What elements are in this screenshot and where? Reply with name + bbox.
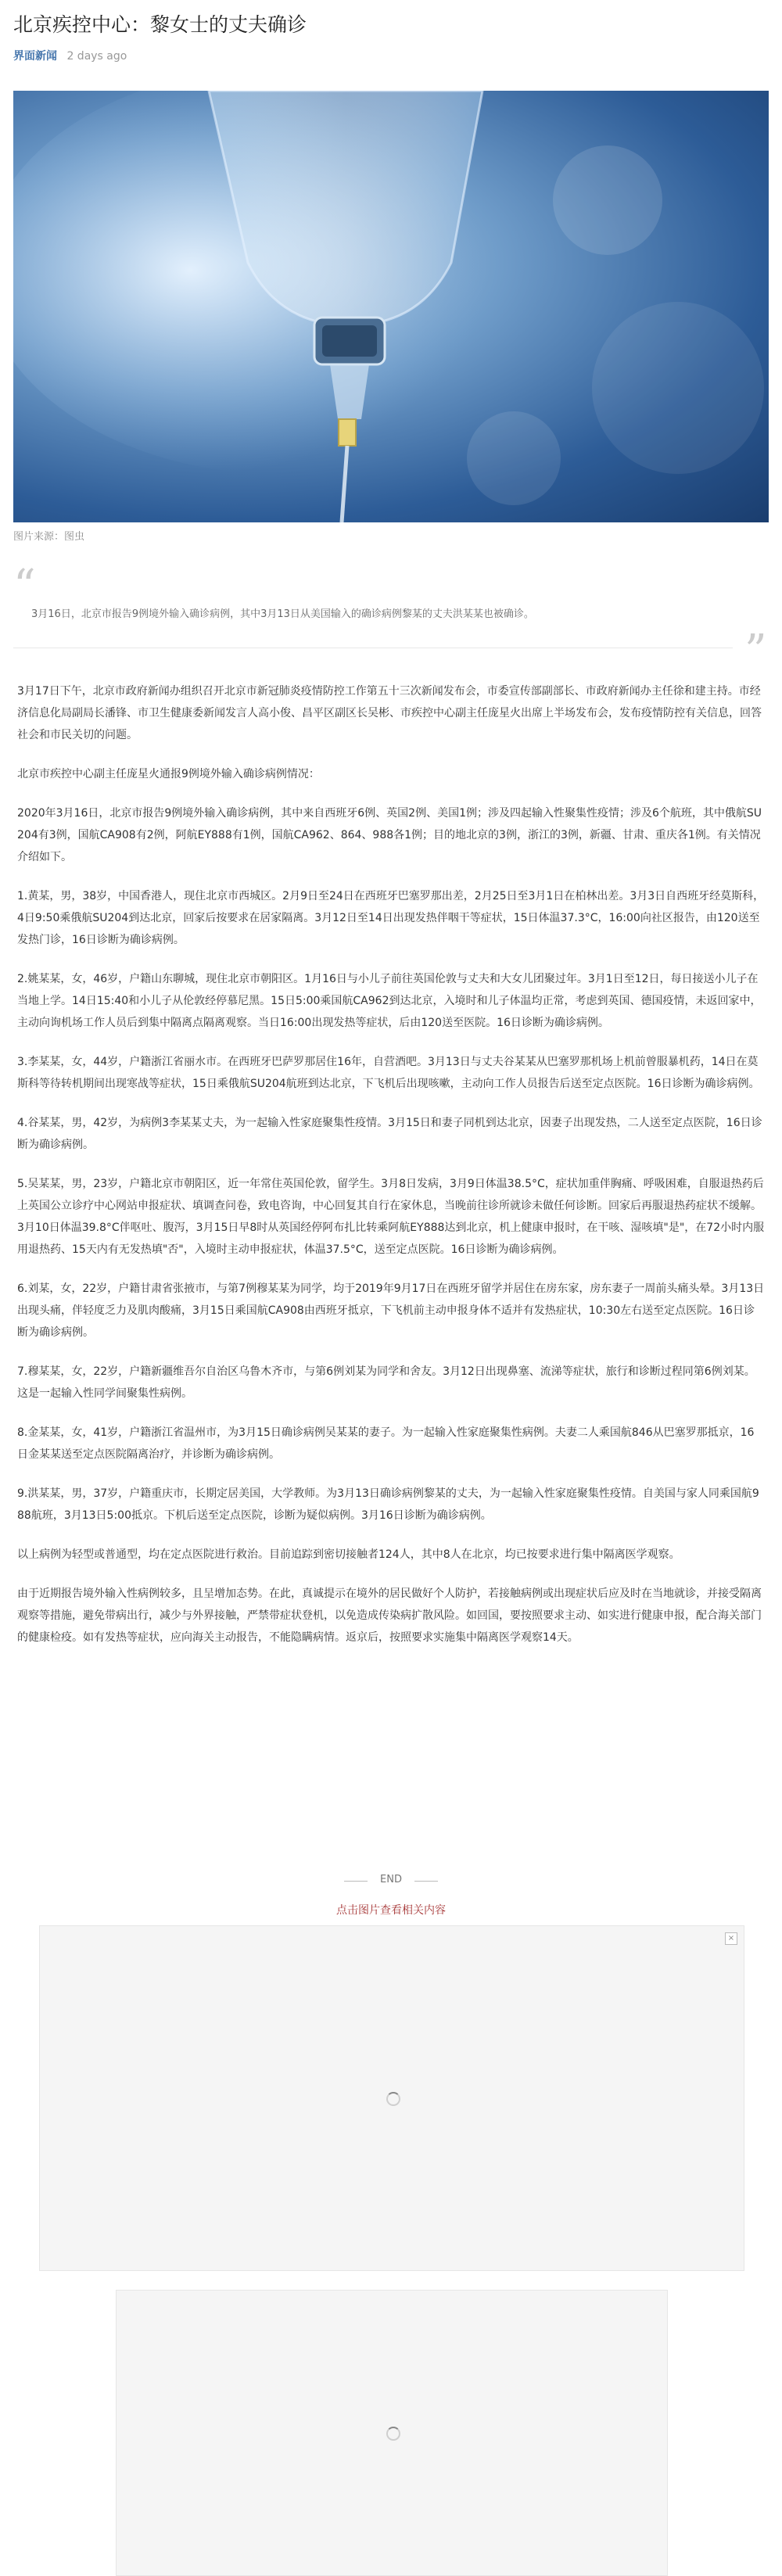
article-body bbox=[17, 680, 765, 1666]
close-icon[interactable]: × bbox=[725, 1932, 737, 1945]
end-marker bbox=[328, 1874, 454, 1885]
article-paragraph: 2.姚某某，女，46岁，户籍山东聊城，现住北京市朝阳区。1月16日与小儿子前往英国伦敦与丈夫和大女儿团聚过年。3月1日至12日，每日接送小儿子在当地上学。14日15:40和小儿子从伦敦经停慕尼黑。15日5:00乘国航CA962到达北京，入境时和儿子体温均正常，考虑到英国、德国疫情，未返回家中，主动向询机场工作人员后到集中隔离点隔离观察。当日16:00出现发热等症状，后由120送至医院。16日诊断为确诊病例。 bbox=[17, 973, 762, 1029]
article-meta bbox=[13, 48, 127, 64]
loading-spinner-icon bbox=[386, 2427, 400, 2441]
article-paragraph: 2020年3月16日，北京市报告9例境外输入确诊病例，其中来自西班牙6例、英国2例、美国1例；涉及四起输入性聚集性疫情；涉及6个航班，其中俄航SU204有3例，国航CA908有2例，阿航EY888有1例，国航CA962、864、988各1例；目的地北京的3例，浙江的3例，新疆、甘肃、重庆各1例。有关情况介绍如下。 bbox=[17, 807, 762, 863]
source-link[interactable]: 界面新闻 bbox=[13, 50, 57, 63]
end-label: END bbox=[380, 1874, 402, 1885]
article-paragraph: 9.洪某某，男，37岁，户籍重庆市，长期定居美国，大学教师。为3月13日确诊病例黎某的丈夫，为一起输入性家庭聚集性疫情。自美国与家人同乘国航988航班，3月13日5:00抵京。下机后送至定点医院，诊断为疑似病例。3月16日诊断为确诊病例。 bbox=[17, 1487, 759, 1522]
article-paragraph: 3月17日下午，北京市政府新闻办组织召开北京市新冠肺炎疫情防控工作第五十三次新闻发布会，市委宣传部副部长、市政府新闻办主任徐和建主持。市经济信息化局副局长潘锋、市卫生健康委新闻发言人高小俊、昌平区副区长吴彬、市疾控中心副主任庞星火出席上半场发布会，发布疫情防控有关信息，回答社会和市民关切的问题。 bbox=[17, 685, 762, 741]
article-paragraph: 4.谷某某，男，42岁，为病例3李某某丈夫，为一起输入性家庭聚集性疫情。3月15日和妻子同机到达北京，因妻子出现发热，二人送至定点医院，16日诊断为确诊病例。 bbox=[17, 1117, 762, 1151]
article-paragraph: 3.李某某，女，44岁，户籍浙江省丽水市。在西班牙巴萨罗那居住16年，自营酒吧。3月13日与丈夫谷某某从巴塞罗那机场上机前曾服暴机药，14日在莫斯科等待转机期间出现寒战等症状，15日乘俄航SU204航班到达北京，下飞机后出现咳嗽，主动向工作人员报告后送至定点医院。16日诊断为确诊病例。 bbox=[17, 1056, 760, 1090]
article-paragraph: 8.金某某，女，41岁，户籍浙江省温州市，为3月15日确诊病例吴某某的妻子。为一起输入性家庭聚集性病例。夫妻二人乘国航846从巴塞罗那抵京，16日金某某送至定点医院隔离治疗，并诊断为确诊病例。 bbox=[17, 1426, 755, 1461]
iv-drip-icon bbox=[13, 91, 769, 522]
article-paragraph: 7.穆某某，女，22岁，户籍新疆维吾尔自治区乌鲁木齐市，与第6例刘某为同学和舍友。3月12日出现鼻塞、流涕等症状，旅行和诊断过程同第6例刘某。这是一起输入性同学间聚集性病例。 bbox=[17, 1365, 755, 1400]
end-line-right bbox=[414, 1881, 438, 1882]
publish-time: 2 days ago bbox=[66, 50, 127, 63]
article-paragraph: 5.吴某某，男，23岁，户籍北京市朝阳区，近一年常住英国伦敦，留学生。3月8日发病，3月9日体温38.5°C，症状加重伴胸痛、呼吸困难，自服退热药后上英国公立诊疗中心网站申报症状、填调查问卷，致电咨询，中心回复其自行在家休息，当晚前往诊所就诊未做任何诊断。回家后再服退热药症状不缓解。3月10日体温39.8°C伴呕吐、腹泻，3月15日早8时从英国经停阿布扎比转乘阿航EY888达到北京，机上健康申报时，在干咳、湿咳填"是"，在72小时内服用退热药、15天内有无发热填"否"，入境时主动申报症状，体温37.5°C，送至定点医院。16日诊断为确诊病例。 bbox=[17, 1178, 765, 1256]
related-content-link[interactable]: 点击图片查看相关内容 bbox=[336, 1904, 446, 1917]
related-card[interactable] bbox=[39, 1925, 744, 2271]
image-caption: 图片来源：图虫 bbox=[13, 531, 85, 543]
related-card[interactable] bbox=[116, 2290, 668, 2576]
article-paragraph: 由于近期报告境外输入性病例较多，且呈增加态势。在此，真诚提示在境外的居民做好个人防护，若接触病例或出现症状后应及时在当地就诊，并接受隔离观察等措施，避免带病出行，减少与外界接触，严禁带症状登机，以免造成传染病扩散风险。如回国，要按照要求主动、如实进行健康申报，配合海关部门的健康检疫。如有发热等症状，应向海关主动报告，不能隐瞒病情。返京后，按照要求实施集中隔离医学观察14天。 bbox=[17, 1588, 762, 1644]
end-line-left bbox=[344, 1881, 368, 1882]
quote-open-icon: “ bbox=[13, 561, 36, 612]
article-title: 北京疾控中心：黎女士的丈夫确诊 bbox=[13, 13, 307, 36]
article-paragraph: 6.刘某，女，22岁，户籍甘肃省张掖市，与第7例穆某某为同学，均于2019年9月17日在西班牙留学并居住在房东家，房东妻子一周前头痛头晕。3月13日出现头痛，伴轻度乏力及肌肉酸痛，3月15日乘国航CA908由西班牙抵京，下飞机前主动申报身体不适并有发热症状，10:30左右送至定点医院。16日诊断为确诊病例。 bbox=[17, 1283, 765, 1339]
hero-image[interactable] bbox=[13, 91, 769, 522]
article-paragraph: 北京市疾控中心副主任庞星火通报9例境外输入确诊病例情况： bbox=[17, 768, 320, 780]
article-paragraph: 以上病例为轻型或普通型，均在定点医院进行救治。目前追踪到密切接触者124人，其中8人在北京，均已按要求进行集中隔离医学观察。 bbox=[17, 1548, 680, 1561]
quote-close-icon: ” bbox=[744, 626, 767, 676]
loading-spinner-icon bbox=[386, 2092, 400, 2106]
lead-quote: 3月16日，北京市报告9例境外输入确诊病例，其中3月13日从美国输入的确诊病例黎某的丈夫洪某某也被确诊。 bbox=[31, 608, 534, 620]
article-paragraph: 1.黄某，男，38岁，中国香港人，现住北京市西城区。2月9日至24日在西班牙巴塞罗那出差，2月25日至3月1日在柏林出差。3月3日自西班牙经莫斯科，4日9:50乘俄航SU204到达北京，回家后按要求在居家隔离。3月12日至14日出现发热伴咽干等症状，15日体温37.3°C，16:00向社区报告，由120送至发热门诊，16日诊断为确诊病例。 bbox=[17, 890, 765, 946]
